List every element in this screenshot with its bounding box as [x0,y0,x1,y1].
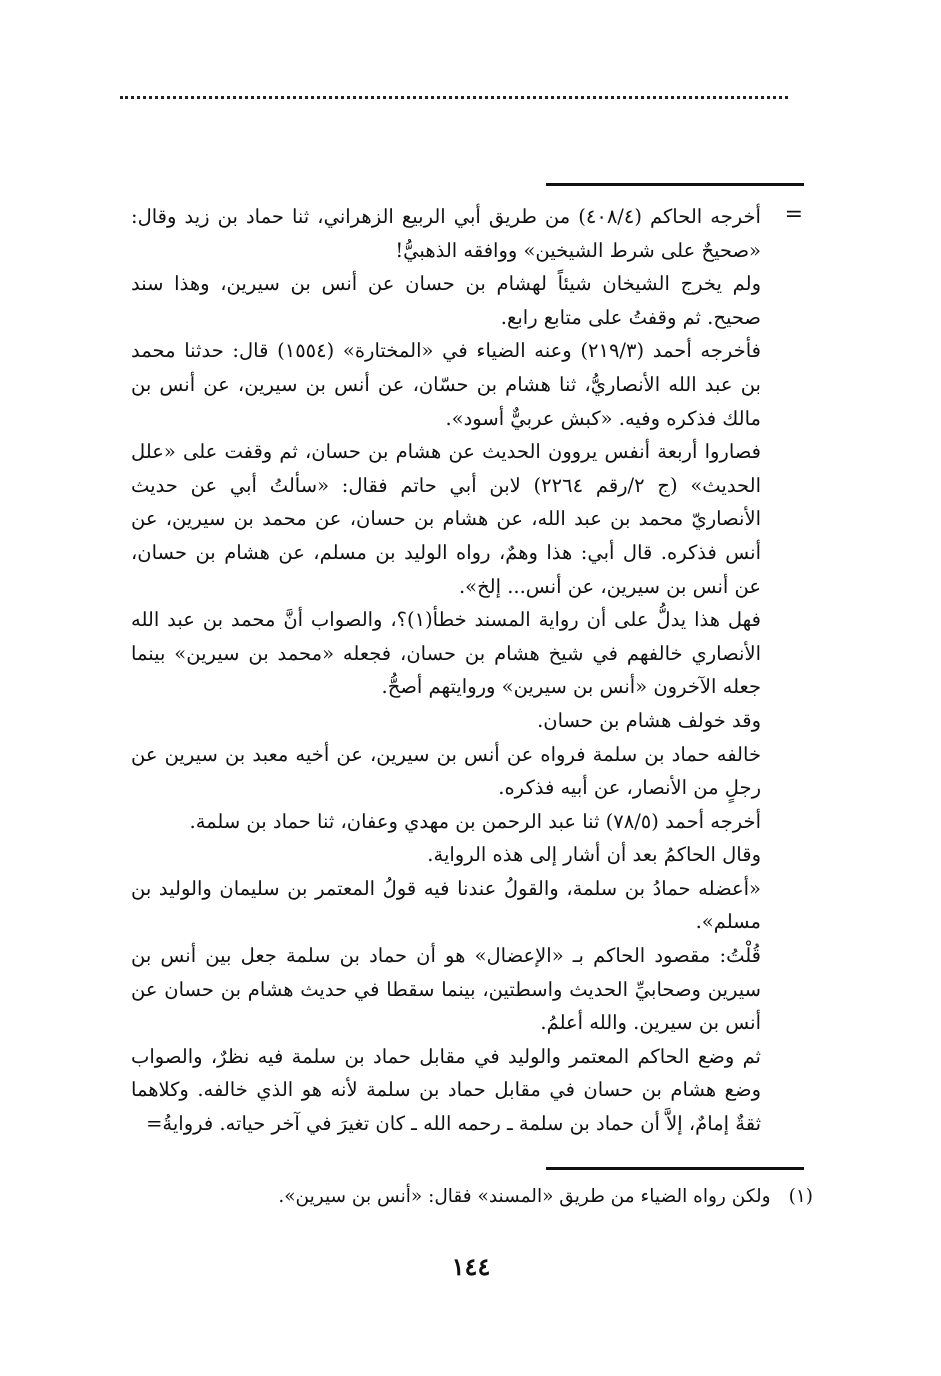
paragraph-8: أخرجه أحمد (٧٨/٥) ثنا عبد الرحمن بن مهدي وعفان، ثنا حماد بن سلمة. [189,809,761,833]
paragraph-5: فهل هذا يدلُّ على أن رواية المسند خطأ(١)؟، والصواب أنَّ محمد بن عبد الله الأنصاري خالفهم في شيخ هشام بن حسان، فجعله «محمد بن سيرين» بينما جعله الآخرون «أنس بن سيرين» وروايتهم أصحُّ. [131,608,761,699]
top-separator-rule [546,183,804,186]
paragraph-11: قُلْتُ: مقصود الحاكم بـ «الإعضال» هو أن حماد بن سلمة جعل بين أنس بن سيرين وصحابيِّ الحديث واسطتين، بينما سقطا في حديث هشام بن حسان عن أنس بن سيرين. والله أعلمُ. [131,944,761,1035]
paragraph-3: فأخرجه أحمد (٢١٩/٣) وعنه الضياء في «المختارة» (١٥٥٤) قال: حدثنا محمد بن عبد الله الأنصاريُّ، ثنا هشام بن حسّان، عن أنس بن سيرين، عن أنس بن مالك فذكره وفيه. «كبش عربيٌّ أسود». [131,339,761,430]
page-number: ١٤٤ [451,1252,491,1281]
footnote [133,1182,813,1212]
paragraph-4: فصاروا أربعة أنفس يروون الحديث عن هشام بن حسان، ثم وقفت على «علل الحديث» (ج ٢/رقم ٢٢٦٤) لابن أبي حاتم فقال: «سألتُ أبي عن حديث الأنصاريّ محمد بن عبد الله، عن هشام بن حسان، عن محمد بن سيرين، عن أنس فذكره. قال أبي: هذا وهمٌ، رواه الوليد بن مسلم، عن هشام بن حسان، عن أنس بن سيرين، عن أنس... إلخ». [131,440,761,598]
paragraph-6: وقد خولف هشام بن حسان. [537,708,761,732]
paragraph-9: وقال الحاكمُ بعد أن أشار إلى هذه الرواية. [427,843,761,867]
paragraph-2: ولم يخرج الشيخان شيئاً لهشام بن حسان عن أنس بن سيرين، وهذا سند صحيح. ثم وقفتُ على متابع رابع. [131,272,761,329]
paragraph-12: ثم وضع الحاكم المعتمر والوليد في مقابل حماد بن سلمة فيه نظرٌ، والصواب وضع هشام بن حسان في مقابل حماد بن سلمة لأنه هو الذي خالفه. وكلاهما ثقةٌ إمامٌ، إلاَّ أن حماد بن سلمة ـ رحمه الله ـ كان تغيرَ في آخر حياته. فروايةُ= [131,1044,761,1136]
footnote-marker: (١) [788,1186,813,1207]
footnote-separator-rule [546,1167,804,1170]
paragraph-7: خالفه حماد بن سلمة فرواه عن أنس بن سيرين، عن أخيه معبد بن سيرين عن رجلٍ من الأنصار، عن أبيه فذكره. [131,742,761,800]
continuation-mark: = [784,202,803,227]
paragraph-10: «أعضله حمادُ بن سلمة، والقولُ عندنا فيه قولُ المعتمر بن سليمان والوليد بن مسلم». [131,876,761,934]
main-text-body [131,200,761,1150]
header-dotted-rule [120,96,788,99]
footnote-text: ولكن رواه الضياء من طريق «المسند» فقال: «أنس بن سيرين». [278,1186,771,1207]
paragraph-1: أخرجه الحاكم (٤٠٨/٤) من طريق أبي الربيع الزهراني، ثنا حماد بن زيد وقال: «صحيحٌ على شرط الشيخين» ووافقه الذهبيُّ! [131,205,761,262]
